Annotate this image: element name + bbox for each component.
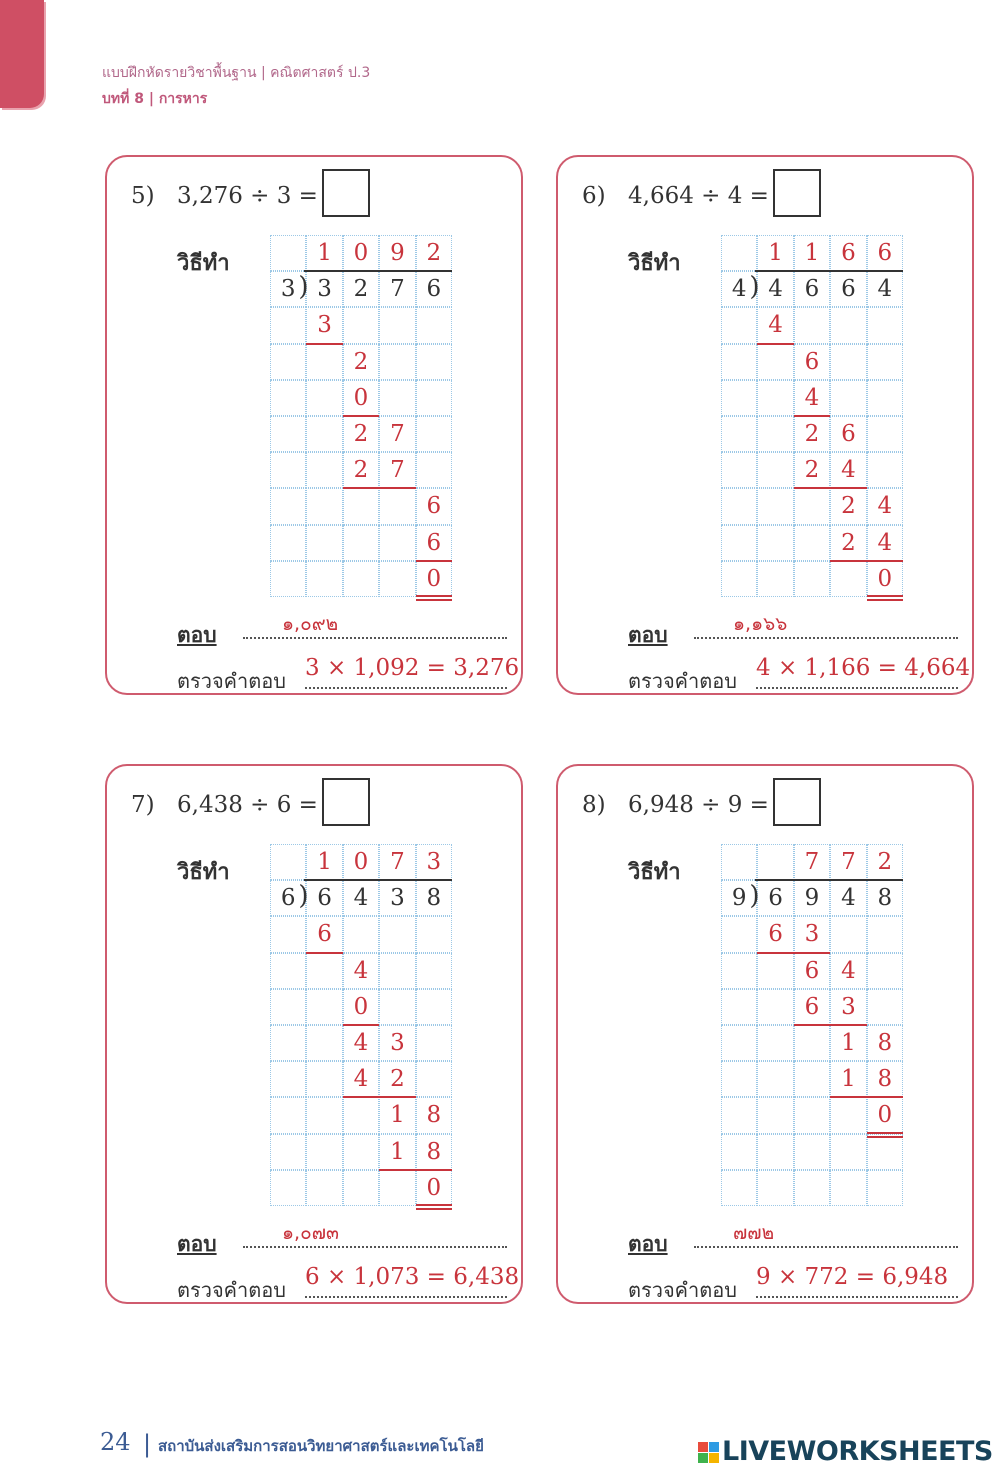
grid-cell	[270, 1170, 306, 1206]
final-double-line	[416, 599, 452, 601]
grid-cell	[416, 344, 452, 380]
grid-cell	[757, 953, 793, 989]
work-digit: 2	[353, 348, 369, 375]
divisor-digit: 4	[731, 276, 747, 303]
division-bar	[304, 879, 452, 881]
subtraction-line	[830, 560, 903, 562]
quotient-digit	[757, 844, 793, 880]
grid-cell	[270, 844, 306, 880]
dividend-digit: 4	[768, 276, 783, 303]
grid-cell	[830, 916, 866, 952]
work-digit: 6	[841, 421, 856, 448]
answer-label: ตอบ	[177, 1232, 217, 1256]
final-double-line	[416, 595, 452, 597]
check-value[interactable]: 9 × 772 = 6,948	[756, 1264, 949, 1290]
grid-cell	[721, 1025, 757, 1061]
grid-cell	[867, 1170, 903, 1206]
division-question: 6,438 ÷ 6 =	[177, 792, 318, 818]
work-digit: 2	[804, 421, 820, 448]
work-digit: 4	[353, 1066, 369, 1093]
grid-cell	[794, 1134, 830, 1170]
grid-cell	[757, 989, 793, 1025]
check-value[interactable]: 6 × 1,073 = 6,438	[305, 1264, 520, 1290]
grid-cell	[757, 1170, 793, 1206]
grid-cell	[379, 488, 415, 524]
grid-cell	[270, 561, 306, 597]
grid-cell	[794, 561, 830, 597]
grid-cell	[721, 525, 757, 561]
method-label: วิธีทำ	[628, 251, 681, 276]
grid-cell	[721, 452, 757, 488]
quotient-digit: 6	[877, 240, 893, 267]
page-corner-tab	[0, 0, 44, 108]
grid-cell	[306, 1025, 342, 1061]
answer-label: ตอบ	[177, 623, 217, 647]
dividend-digit: 8	[426, 885, 442, 912]
book-title: แบบฝึกหัดรายวิชาพื้นฐาน | คณิตศาสตร์ ป.3	[102, 65, 371, 81]
subtraction-line	[757, 952, 830, 954]
division-bracket: )	[749, 881, 760, 912]
grid-cell	[867, 416, 903, 452]
logo-text: LIVEWORKSHEETS	[722, 1436, 993, 1467]
grid-cell	[306, 452, 342, 488]
grid-cell	[270, 1134, 306, 1170]
long-division-grid	[721, 235, 903, 597]
grid-cell	[379, 344, 415, 380]
grid-cell	[306, 561, 342, 597]
long-division-grid	[721, 844, 903, 1206]
quotient-digit: 1	[317, 849, 332, 876]
grid-cell	[379, 525, 415, 561]
check-label: ตรวจคำตอบ	[628, 669, 737, 693]
grid-cell	[416, 989, 452, 1025]
work-digit: 6	[426, 529, 442, 556]
subtraction-line	[830, 1096, 903, 1098]
grid-cell	[867, 344, 903, 380]
grid-cell	[343, 525, 379, 561]
answer-box[interactable]	[322, 778, 370, 826]
grid-cell	[379, 953, 415, 989]
grid-cell	[270, 1097, 306, 1133]
grid-cell	[794, 307, 830, 343]
quotient-digit: 0	[353, 240, 369, 267]
liveworksheets-logo-icon	[698, 1442, 720, 1464]
grid-cell	[270, 953, 306, 989]
division-bracket: )	[749, 272, 760, 303]
work-digit: 1	[390, 1102, 405, 1129]
grid-cell	[721, 416, 757, 452]
work-digit: 4	[768, 312, 783, 339]
grid-cell	[270, 1061, 306, 1097]
grid-cell	[757, 416, 793, 452]
work-digit: 1	[841, 1030, 856, 1057]
answer-value[interactable]: ๑,๐๙๒	[282, 613, 339, 635]
answer-label: ตอบ	[628, 1232, 668, 1256]
grid-cell	[306, 380, 342, 416]
grid-cell	[721, 307, 757, 343]
problem-number: 8)	[582, 792, 606, 818]
answer-box[interactable]	[773, 169, 821, 217]
grid-cell	[270, 525, 306, 561]
subtraction-line	[757, 343, 793, 345]
grid-cell	[416, 380, 452, 416]
work-digit: 2	[353, 421, 369, 448]
answer-label: ตอบ	[628, 623, 668, 647]
subtraction-line	[306, 343, 342, 345]
quotient-digit: 6	[841, 240, 856, 267]
grid-cell	[721, 235, 757, 271]
grid-cell	[721, 1134, 757, 1170]
grid-cell	[721, 916, 757, 952]
grid-cell	[794, 488, 830, 524]
grid-cell	[721, 344, 757, 380]
grid-cell	[830, 344, 866, 380]
grid-cell	[757, 525, 793, 561]
division-bar	[755, 879, 903, 881]
final-double-line	[867, 1136, 903, 1138]
quotient-digit: 1	[768, 240, 783, 267]
work-digit: 7	[390, 421, 405, 448]
grid-cell	[794, 525, 830, 561]
work-digit: 6	[768, 921, 783, 948]
grid-cell	[721, 1170, 757, 1206]
grid-cell	[416, 307, 452, 343]
division-bracket: )	[298, 881, 309, 912]
subtraction-line	[343, 487, 416, 489]
grid-cell	[306, 1134, 342, 1170]
subtraction-line	[343, 415, 379, 417]
quotient-digit: 9	[390, 240, 405, 267]
final-double-line	[416, 1204, 452, 1206]
method-label: วิธีทำ	[177, 251, 230, 276]
work-digit: 4	[804, 384, 820, 411]
chapter-title: บทที่ 8 | การหาร	[102, 91, 208, 107]
quotient-digit: 1	[317, 240, 332, 267]
grid-cell	[343, 916, 379, 952]
grid-cell	[830, 1170, 866, 1206]
grid-cell	[794, 1170, 830, 1206]
work-digit: 2	[390, 1066, 405, 1093]
method-label: วิธีทำ	[628, 860, 681, 885]
dividend-digit: 6	[768, 885, 783, 912]
grid-cell	[343, 488, 379, 524]
grid-cell	[306, 1170, 342, 1206]
grid-cell	[343, 561, 379, 597]
work-digit: 8	[426, 1138, 442, 1165]
grid-cell	[379, 561, 415, 597]
liveworksheets-logo[interactable]	[698, 1436, 993, 1467]
grid-cell	[270, 916, 306, 952]
dividend-digit: 2	[353, 276, 369, 303]
subtraction-line	[416, 560, 452, 562]
dividend-digit: 4	[877, 276, 893, 303]
answer-value[interactable]: ๑,๐๗๓	[282, 1222, 339, 1244]
grid-cell	[867, 380, 903, 416]
divisor-digit: 3	[280, 276, 296, 303]
grid-cell	[306, 344, 342, 380]
quotient-digit: 1	[804, 240, 820, 267]
grid-cell	[270, 989, 306, 1025]
work-digit: 2	[841, 493, 856, 520]
problem-number: 7)	[131, 792, 155, 818]
grid-cell	[416, 1061, 452, 1097]
grid-cell	[306, 1097, 342, 1133]
page-number: 24	[100, 1428, 131, 1456]
dividend-digit: 6	[426, 276, 442, 303]
quotient-digit: 7	[841, 849, 856, 876]
dividend-digit: 3	[390, 885, 405, 912]
work-digit: 1	[841, 1066, 856, 1093]
grid-cell	[867, 452, 903, 488]
division-bar	[755, 270, 903, 272]
grid-cell	[757, 1025, 793, 1061]
work-digit: 6	[804, 348, 820, 375]
grid-cell	[867, 307, 903, 343]
grid-cell	[721, 561, 757, 597]
work-digit: 3	[804, 921, 820, 948]
subtraction-line	[343, 1024, 379, 1026]
grid-cell	[721, 488, 757, 524]
work-digit: 0	[426, 1174, 442, 1201]
grid-cell	[867, 916, 903, 952]
grid-cell	[270, 488, 306, 524]
grid-cell	[270, 452, 306, 488]
check-line	[756, 1296, 958, 1298]
dividend-digit: 8	[877, 885, 893, 912]
dividend-digit: 4	[353, 885, 369, 912]
quotient-digit: 2	[426, 240, 442, 267]
dividend-digit: 9	[804, 885, 820, 912]
grid-cell	[721, 953, 757, 989]
work-digit: 4	[841, 457, 856, 484]
work-digit: 6	[804, 957, 820, 984]
work-digit: 2	[841, 529, 856, 556]
answer-box[interactable]	[773, 778, 821, 826]
work-digit: 0	[877, 1102, 893, 1129]
final-double-line	[867, 595, 903, 597]
work-digit: 0	[353, 384, 369, 411]
grid-cell	[757, 1097, 793, 1133]
grid-cell	[721, 380, 757, 416]
dividend-digit: 7	[390, 276, 405, 303]
work-digit: 0	[426, 565, 442, 592]
quotient-digit: 7	[804, 849, 820, 876]
final-double-line	[867, 599, 903, 601]
check-label: ตรวจคำตอบ	[177, 1278, 286, 1302]
work-digit: 2	[353, 457, 369, 484]
work-digit: 4	[841, 957, 856, 984]
subtraction-line	[794, 487, 867, 489]
grid-cell	[757, 1134, 793, 1170]
problem-number: 6)	[582, 183, 606, 209]
problem-panel	[105, 764, 523, 1304]
grid-cell	[379, 1170, 415, 1206]
problem-panel	[556, 764, 974, 1304]
division-question: 4,664 ÷ 4 =	[628, 183, 769, 209]
grid-cell	[830, 1134, 866, 1170]
answer-value[interactable]: ๑,๑๖๖	[733, 613, 788, 635]
quotient-digit: 3	[426, 849, 442, 876]
work-digit: 8	[877, 1030, 893, 1057]
division-question: 3,276 ÷ 3 =	[177, 183, 318, 209]
grid-cell	[306, 989, 342, 1025]
footer-divider: |	[143, 1430, 152, 1458]
grid-cell	[794, 1097, 830, 1133]
grid-cell	[343, 1097, 379, 1133]
subtraction-line	[343, 1096, 416, 1098]
grid-cell	[343, 1170, 379, 1206]
check-label: ตรวจคำตอบ	[177, 669, 286, 693]
dividend-digit: 6	[841, 276, 856, 303]
dividend-digit: 3	[317, 276, 332, 303]
grid-cell	[379, 307, 415, 343]
subtraction-line	[306, 952, 342, 954]
work-digit: 3	[841, 993, 856, 1020]
grid-cell	[757, 344, 793, 380]
work-digit: 0	[877, 565, 893, 592]
grid-cell	[757, 380, 793, 416]
grid-cell	[830, 1097, 866, 1133]
grid-cell	[757, 561, 793, 597]
division-bar	[304, 270, 452, 272]
grid-cell	[757, 488, 793, 524]
work-digit: 4	[353, 1030, 369, 1057]
work-digit: 8	[877, 1066, 893, 1093]
grid-cell	[343, 307, 379, 343]
dividend-digit: 6	[317, 885, 332, 912]
work-digit: 4	[877, 493, 893, 520]
grid-cell	[867, 1134, 903, 1170]
quotient-digit: 7	[390, 849, 405, 876]
final-double-line	[867, 1132, 903, 1134]
work-digit: 8	[426, 1102, 442, 1129]
check-value[interactable]: 4 × 1,166 = 4,664	[756, 655, 971, 681]
problem-number: 5)	[131, 183, 155, 209]
grid-cell	[416, 452, 452, 488]
grid-cell	[794, 1061, 830, 1097]
work-digit: 6	[804, 993, 820, 1020]
grid-cell	[270, 1025, 306, 1061]
subtraction-line	[794, 415, 830, 417]
check-line	[756, 687, 958, 689]
work-digit: 6	[426, 493, 442, 520]
work-digit: 3	[390, 1030, 405, 1057]
grid-cell	[757, 452, 793, 488]
work-digit: 4	[877, 529, 893, 556]
grid-cell	[270, 235, 306, 271]
work-digit: 6	[317, 921, 332, 948]
check-line	[305, 687, 507, 689]
grid-cell	[306, 1061, 342, 1097]
grid-cell	[270, 307, 306, 343]
grid-cell	[830, 380, 866, 416]
work-digit: 3	[317, 312, 332, 339]
grid-cell	[721, 1097, 757, 1133]
work-digit: 4	[353, 957, 369, 984]
grid-cell	[343, 1134, 379, 1170]
subtraction-line	[379, 1169, 452, 1171]
grid-cell	[757, 1061, 793, 1097]
grid-cell	[867, 953, 903, 989]
dividend-digit: 4	[841, 885, 856, 912]
check-value[interactable]: 3 × 1,092 = 3,276	[305, 655, 520, 681]
grid-cell	[416, 416, 452, 452]
quotient-digit: 2	[877, 849, 893, 876]
grid-cell	[379, 380, 415, 416]
division-bracket: )	[298, 272, 309, 303]
divisor-digit: 9	[731, 885, 747, 912]
long-division-grid	[270, 235, 452, 597]
institute-name: สถาบันส่งเสริมการสอนวิทยาศาสตร์และเทคโนโลยี	[158, 1437, 484, 1455]
work-digit: 7	[390, 457, 405, 484]
dividend-digit: 6	[804, 276, 820, 303]
long-division-grid	[270, 844, 452, 1206]
grid-cell	[270, 380, 306, 416]
grid-cell	[416, 953, 452, 989]
problem-panel	[105, 155, 523, 695]
problem-panel	[556, 155, 974, 695]
grid-cell	[379, 916, 415, 952]
grid-cell	[416, 1025, 452, 1061]
answer-value[interactable]: ๗๗๒	[733, 1222, 775, 1244]
grid-cell	[270, 416, 306, 452]
divisor-digit: 6	[280, 885, 296, 912]
grid-cell	[306, 525, 342, 561]
grid-cell	[306, 488, 342, 524]
check-line	[305, 1296, 507, 1298]
grid-cell	[306, 416, 342, 452]
subtraction-line	[794, 1024, 867, 1026]
grid-cell	[830, 561, 866, 597]
work-digit: 0	[353, 993, 369, 1020]
grid-cell	[721, 989, 757, 1025]
final-double-line	[416, 1208, 452, 1210]
check-label: ตรวจคำตอบ	[628, 1278, 737, 1302]
grid-cell	[830, 307, 866, 343]
grid-cell	[270, 344, 306, 380]
quotient-digit: 0	[353, 849, 369, 876]
grid-cell	[794, 1025, 830, 1061]
work-digit: 2	[804, 457, 820, 484]
grid-cell	[721, 844, 757, 880]
division-question: 6,948 ÷ 9 =	[628, 792, 769, 818]
method-label: วิธีทำ	[177, 860, 230, 885]
grid-cell	[306, 953, 342, 989]
work-digit: 1	[390, 1138, 405, 1165]
grid-cell	[867, 989, 903, 1025]
grid-cell	[416, 916, 452, 952]
grid-cell	[721, 1061, 757, 1097]
answer-box[interactable]	[322, 169, 370, 217]
grid-cell	[379, 989, 415, 1025]
